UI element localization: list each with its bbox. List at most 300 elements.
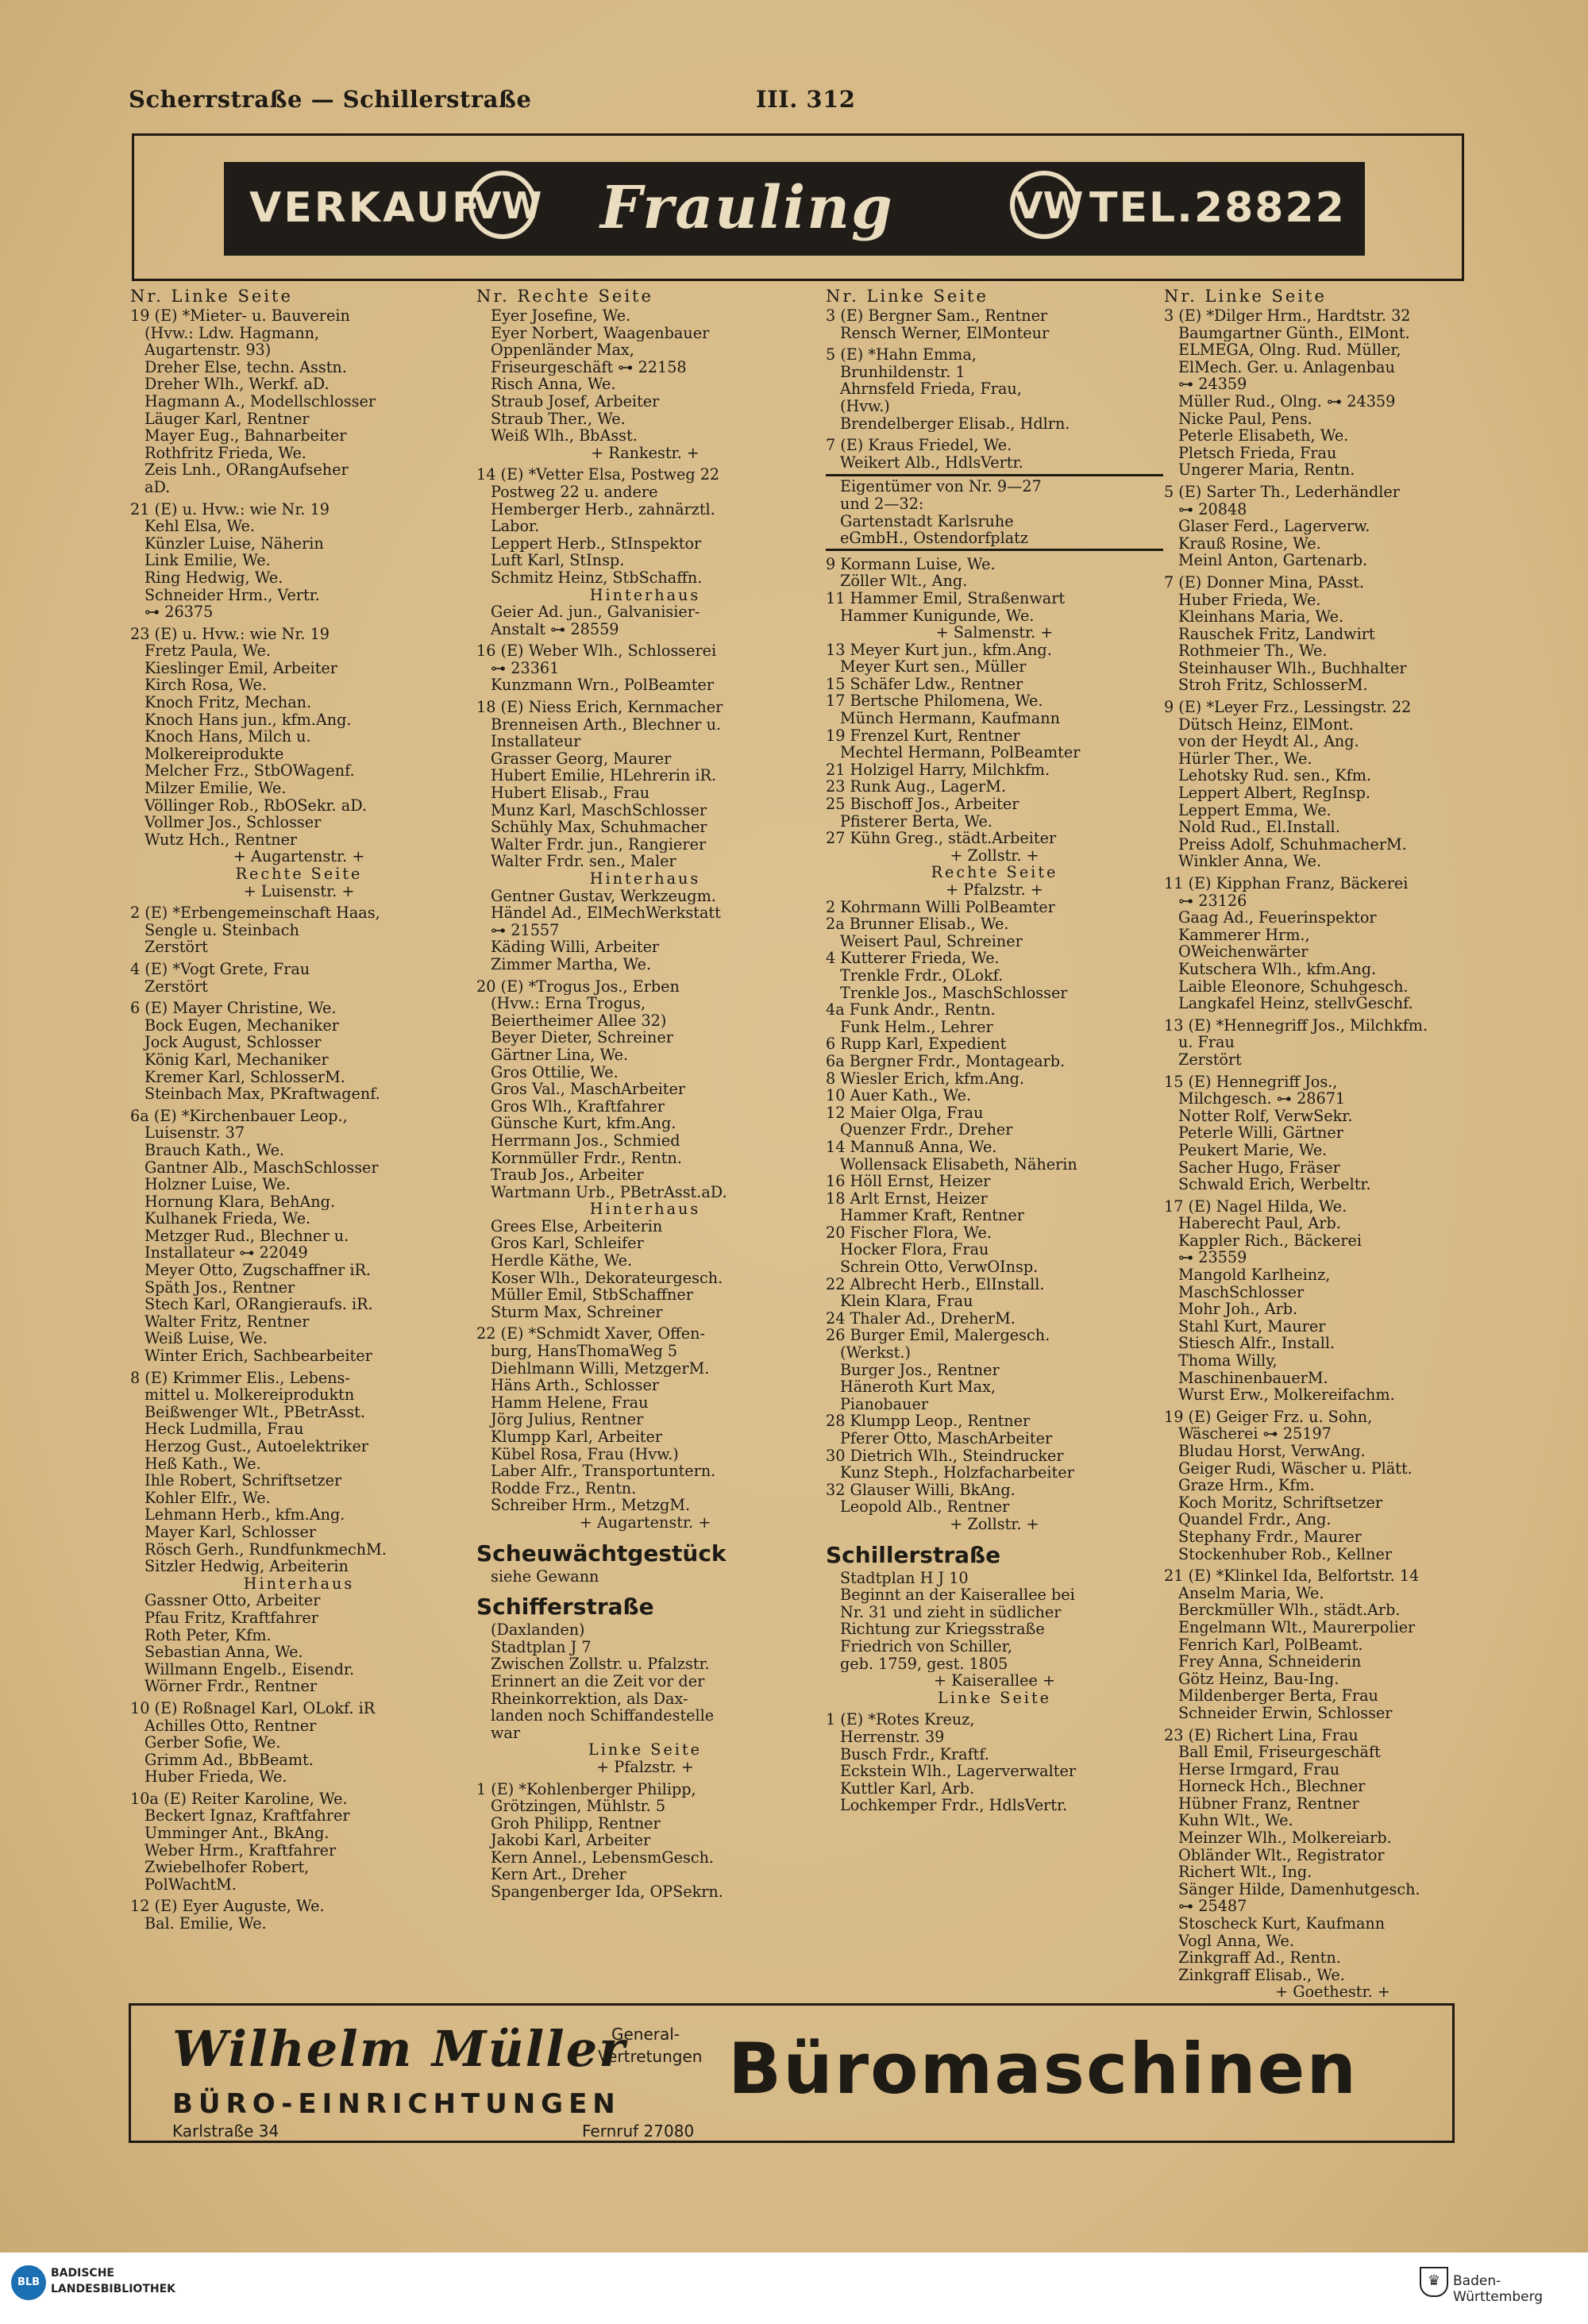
directory-line: Gros Karl, Schleifer — [491, 1235, 644, 1253]
directory-line: Kleinhans Maria, We. — [1178, 608, 1344, 626]
directory-line: Wollensack Elisabeth, Näherin — [840, 1155, 1077, 1174]
directory-line: Groh Philipp, Rentner — [491, 1814, 661, 1833]
directory-line: 19 (E) Geiger Frz. u. Sohn, — [1164, 1408, 1373, 1426]
ad-phone: Fernruf 27080 — [582, 2122, 695, 2141]
directory-line: Rensch Werner, ElMonteur — [840, 324, 1050, 342]
directory-line: 18 (E) Niess Erich, Kernmacher — [476, 699, 723, 716]
directory-line: Quandel Frdr., Ang. — [1178, 1511, 1332, 1528]
directory-line: Grimm Ad., BbBeamt. — [145, 1751, 314, 1769]
column-heading: Nr. Linke Seite — [826, 287, 989, 306]
directory-line: Quenzer Frdr., Dreher — [840, 1121, 1013, 1139]
directory-line: Obländer Wlt., Registrator — [1178, 1846, 1385, 1864]
directory-line: Frey Anna, Schneiderin — [1178, 1653, 1362, 1671]
directory-line: Götz Heinz, Bau-Ing. — [1178, 1670, 1339, 1688]
directory-line: 10 (E) Roßnagel Karl, OLokf. iR — [130, 1699, 376, 1717]
directory-line: Grees Else, Arbeiterin — [491, 1217, 663, 1235]
directory-line: Kuttler Karl, Arb. — [840, 1779, 975, 1798]
directory-line: 2a Brunner Elisab., We. — [826, 915, 1009, 933]
ad-vertretungen-text: Vertretungen — [598, 2047, 703, 2066]
ad-general-text: General- — [611, 2025, 680, 2044]
directory-line: Schillerstraße — [826, 1541, 1001, 1568]
directory-line: Stockenhuber Rob., Kellner — [1178, 1545, 1393, 1563]
directory-line: ELMEGA, Olng. Rud. Müller, — [1178, 341, 1401, 359]
directory-line: 19 (E) *Mieter- u. Bauverein — [130, 307, 350, 325]
directory-line: 27 Kühn Greg., städt.Arbeiter — [826, 830, 1057, 847]
directory-line: Burger Jos., Rentner — [840, 1361, 1000, 1379]
directory-line: Oppenländer Max, — [491, 341, 634, 359]
directory-line: Richtung zur Kriegsstraße — [840, 1621, 1045, 1638]
directory-line: OWeichenwärter — [1178, 943, 1309, 961]
directory-line: burg, HansThomaWeg 5 — [491, 1343, 678, 1360]
directory-line: Fenrich Karl, PolBeamt. — [1178, 1636, 1363, 1654]
directory-line: Weiß Luise, We. — [145, 1330, 268, 1348]
page-number: III. 312 — [756, 86, 856, 113]
directory-line: Luisenstr. 37 — [145, 1124, 245, 1142]
directory-line: Schmitz Heinz, StbSchaffn. — [491, 568, 703, 587]
directory-line: Linke Seite — [588, 1741, 703, 1759]
directory-line: + Salmenstr. + — [935, 624, 1054, 642]
directory-line: Wartmann Urb., PBetrAsst.aD. — [491, 1183, 727, 1201]
blb-logo-icon: BLB — [11, 2265, 46, 2300]
directory-line: + Rankestr. + — [591, 444, 700, 462]
directory-line: + Kaiserallee + — [933, 1672, 1056, 1690]
directory-line: Kübel Rosa, Frau (Hvw.) — [491, 1445, 679, 1463]
directory-line: ⊶ 26375 — [145, 603, 214, 621]
directory-line: Installateur ⊶ 22049 — [145, 1244, 308, 1262]
region-name: Baden-Württemberg — [1453, 2273, 1544, 2305]
directory-line: 28 Klumpp Leop., Rentner — [826, 1413, 1031, 1430]
directory-line: 4 (E) *Vogt Grete, Frau — [130, 960, 310, 978]
directory-line: Busch Frdr., Kraftf. — [840, 1745, 989, 1763]
directory-line: Kuhn Wlt., We. — [1178, 1812, 1293, 1830]
directory-line: Roth Peter, Kfm. — [145, 1626, 272, 1644]
directory-column-4 — [1164, 286, 1501, 1997]
directory-line: Straub Ther., We. — [491, 410, 626, 428]
directory-line: Kern Art., Dreher — [491, 1866, 626, 1884]
directory-line: Hinterhaus — [589, 870, 701, 888]
directory-line: Anstalt ⊶ 28559 — [491, 620, 619, 638]
directory-line: Nicke Paul, Pens. — [1178, 410, 1312, 428]
directory-line: Stroh Fritz, SchlosserM. — [1178, 676, 1368, 695]
directory-line: Sacher Hugo, Fräser — [1178, 1158, 1340, 1177]
directory-line: Hamm Helene, Frau — [491, 1393, 649, 1412]
directory-line: 20 Fischer Flora, We. — [826, 1224, 992, 1242]
bottom-advertisement — [129, 2003, 1455, 2143]
directory-line: Kutschera Wlh., kfm.Ang. — [1178, 960, 1377, 978]
directory-line: 18 Arlt Ernst, Heizer — [826, 1189, 988, 1208]
directory-line: Zwischen Zollstr. u. Pfalzstr. — [491, 1655, 710, 1673]
directory-line: Sebastian Anna, We. — [145, 1644, 303, 1661]
directory-line: Pfau Fritz, Kraftfahrer — [145, 1609, 318, 1627]
directory-line: Sitzler Hedwig, Arbeiterin — [145, 1558, 349, 1575]
directory-line: Schühly Max, Schuhmacher — [491, 819, 707, 836]
directory-line: König Karl, Mechaniker — [145, 1050, 329, 1069]
directory-line: Heß Kath., We. — [145, 1455, 261, 1473]
directory-line: Kornmüller Frdr., Rentn. — [491, 1149, 682, 1167]
directory-line: Nr. 31 und zieht in südlicher — [840, 1603, 1062, 1621]
column-entries — [826, 307, 1163, 1814]
directory-line: 4 Kutterer Frieda, We. — [826, 950, 1000, 967]
directory-line: Krauß Rosine, We. — [1178, 534, 1321, 553]
ad-general-vertretungen — [598, 2023, 703, 2068]
directory-line: Zerstört — [145, 977, 208, 996]
directory-line: Meyer Kurt sen., Müller — [840, 658, 1027, 676]
directory-line: Mayer Eug., Bahnarbeiter — [145, 427, 347, 445]
directory-line: 19 Frenzel Kurt, Rentner — [826, 726, 1020, 745]
directory-line: 13 (E) *Hennegriff Jos., Milchkfm. — [1164, 1016, 1428, 1035]
directory-line: 6 Rupp Karl, Expedient — [826, 1035, 1007, 1053]
directory-line: Schneider Erwin, Schlosser — [1178, 1704, 1393, 1722]
directory-line: Ring Hedwig, We. — [145, 568, 283, 587]
directory-line: Gros Ottilie, We. — [491, 1063, 619, 1081]
directory-line: Peterle Willi, Gärtner — [1178, 1124, 1343, 1142]
directory-line: Gärtner Lina, We. — [491, 1046, 629, 1064]
directory-line: 4a Funk Andr., Rentn. — [826, 1001, 996, 1019]
directory-line: Rechte Seite — [931, 864, 1058, 881]
directory-line: Koch Moritz, Schriftsetzer — [1178, 1493, 1383, 1512]
directory-line: Grasser Georg, Maurer — [491, 750, 672, 768]
directory-line: Walter Frdr. jun., Rangierer — [491, 835, 707, 854]
directory-line: Kehl Elsa, We. — [145, 518, 256, 535]
directory-line: 16 (E) Weber Wlh., Schlosserei — [476, 642, 717, 660]
directory-line: 2 Kohrmann Willi PolBeamter — [826, 898, 1055, 916]
directory-line: 8 Wiesler Erich, kfm.Ang. — [826, 1070, 1025, 1088]
directory-line: Händel Ad., ElMechWerkstatt — [491, 904, 721, 922]
directory-line: u. Frau — [1178, 1034, 1235, 1051]
directory-line: Mohr Joh., Arb. — [1178, 1301, 1298, 1318]
directory-line: Stahl Kurt, Maurer — [1178, 1317, 1326, 1335]
directory-line: Gantner Alb., MaschSchlosser — [145, 1158, 379, 1177]
directory-line: ⊶ 23126 — [1178, 892, 1247, 910]
directory-line: Winkler Anna, We. — [1178, 853, 1322, 870]
directory-line: Jock August, Schlosser — [145, 1034, 322, 1051]
directory-line: Stadtplan J 7 — [491, 1638, 592, 1656]
directory-line: Zinkgraff Elisab., We. — [1178, 1966, 1345, 1984]
vw-logo-icon — [468, 171, 542, 239]
directory-column-3 — [826, 286, 1163, 1997]
directory-line: Hammer Kunigunde, We. — [840, 607, 1035, 625]
directory-line: Brendelberger Elisab., Hdlrn. — [840, 414, 1070, 433]
directory-line: Schreiber Hrm., MetzgM. — [491, 1497, 691, 1514]
vw-logo-right-text: VW — [1015, 184, 1084, 227]
directory-line: Rothfritz Frieda, We. — [145, 444, 306, 462]
directory-line: + Zollstr. + — [950, 846, 1039, 865]
ad-einrichtungen-text: BÜRO-EINRICHTUNGEN — [172, 2088, 621, 2120]
directory-line: 9 Kormann Luise, We. — [826, 555, 996, 573]
directory-line: Linke Seite — [937, 1689, 1052, 1707]
directory-line: 2 (E) *Erbengemeinschaft Haas, — [130, 904, 380, 922]
directory-line: Koser Wlh., Dekorateurgesch. — [491, 1269, 723, 1287]
directory-line: Bock Eugen, Mechaniker — [145, 1016, 339, 1035]
directory-line: Schrein Otto, VerwOInsp. — [840, 1258, 1039, 1276]
directory-line: Beckert Ignaz, Kraftfahrer — [145, 1807, 350, 1825]
directory-line: + Pfalzstr. + — [946, 881, 1043, 899]
directory-line: 23 (E) u. Hvw.: wie Nr. 19 — [130, 625, 330, 643]
directory-line: Kunz Steph., Holzfacharbeiter — [840, 1464, 1074, 1482]
directory-line: Zeis Lnh., ORangAufseher — [145, 461, 349, 479]
directory-line: Milchgesch. ⊶ 28671 — [1178, 1090, 1346, 1108]
directory-line: Mechtel Hermann, PolBeamter — [840, 744, 1081, 761]
directory-line: 21 Holzigel Harry, Milchkfm. — [826, 761, 1050, 779]
directory-line: Klein Klara, Frau — [840, 1293, 973, 1310]
directory-line: Herrenstr. 39 — [840, 1728, 945, 1746]
directory-line: Zerstört — [1178, 1050, 1242, 1069]
directory-line: Kieslinger Emil, Arbeiter — [145, 659, 337, 677]
directory-column-1 — [130, 286, 468, 1997]
directory-line: Schwald Erich, Werbeltr. — [1178, 1176, 1371, 1193]
directory-line: Milzer Emilie, We. — [145, 780, 287, 797]
directory-line: 14 Mannuß Anna, We. — [826, 1138, 997, 1156]
directory-line: Kern Annel., LebensmGesch. — [491, 1848, 715, 1867]
vw-logo-icon — [1010, 171, 1084, 239]
directory-line: 9 (E) *Leyer Frz., Lessingstr. 22 — [1164, 699, 1412, 716]
directory-line: Läuger Karl, Rentner — [145, 410, 310, 428]
directory-line: Sengle u. Steinbach — [145, 921, 299, 939]
directory-line: Leppert Albert, RegInsp. — [1178, 784, 1370, 802]
directory-line: Vogl Anna, We. — [1178, 1932, 1294, 1950]
directory-line: Umminger Ant., BkAng. — [145, 1825, 330, 1842]
coat-of-arms-icon: ♛ — [1420, 2267, 1448, 2297]
directory-line: Beginnt an der Kaiserallee bei — [840, 1586, 1075, 1604]
directory-line: Mangold Karlheinz, — [1178, 1266, 1331, 1284]
directory-line: Haberecht Paul, Arb. — [1178, 1215, 1341, 1232]
directory-line: Hürler Ther., We. — [1178, 750, 1312, 768]
directory-line: ElMech. Ger. u. Anlagenbau — [1178, 358, 1395, 376]
directory-line: Walter Fritz, Rentner — [145, 1312, 310, 1331]
directory-line: + Augartenstr. + — [579, 1513, 711, 1532]
directory-line: 30 Dietrich Wlh., Steindrucker — [826, 1447, 1064, 1465]
column-entries — [130, 307, 468, 1933]
directory-line: Gaag Ad., Feuerinspektor — [1178, 909, 1377, 927]
column-heading: Nr. Linke Seite — [1164, 287, 1327, 306]
directory-line: Stech Karl, ORangieraufs. iR. — [145, 1296, 373, 1313]
directory-line: Sturm Max, Schreiner — [491, 1303, 663, 1321]
directory-line: Dütsch Heinz, ElMont. — [1178, 715, 1354, 734]
library-name-line-1: BADISCHE — [51, 2267, 114, 2280]
directory-line: Spangenberger Ida, OPSekrn. — [491, 1883, 723, 1901]
directory-line: Meinzer Wlh., Molkereiarb. — [1178, 1829, 1392, 1847]
directory-line: Traub Jos., Arbeiter — [491, 1166, 644, 1184]
directory-line: (Hvw.: Ldw. Hagmann, — [145, 324, 320, 342]
directory-line: ⊶ 24359 — [1178, 376, 1247, 393]
directory-line: Herdle Käthe, We. — [491, 1252, 633, 1270]
directory-line: Wäscherei ⊶ 25197 — [1178, 1425, 1332, 1443]
directory-line: (Hvw.) — [840, 397, 890, 415]
directory-line: 24 Thaler Ad., DreherM. — [826, 1309, 1016, 1328]
directory-line: Steinhauser Wlh., Buchhalter — [1178, 659, 1407, 677]
directory-line: Hagmann A., Modellschlosser — [145, 392, 376, 410]
directory-line: Wurst Erw., Molkereifachm. — [1178, 1386, 1395, 1404]
directory-line: 17 Bertsche Philomena, We. — [826, 692, 1043, 711]
directory-line: Hubert Emilie, HLehrerin iR. — [491, 767, 717, 785]
ad-company-name: Wilhelm Müller — [172, 2020, 626, 2078]
directory-line: Laber Alfr., Transportuntern. — [491, 1463, 716, 1480]
directory-line: Kunzmann Wrn., PolBeamter — [491, 676, 715, 695]
directory-line: 3 (E) Bergner Sam., Rentner — [826, 307, 1048, 325]
directory-line: Mildenberger Berta, Frau — [1178, 1687, 1378, 1705]
directory-line: 11 Hammer Emil, Straßenwart — [826, 589, 1066, 607]
directory-line: Berckmüller Wlh., städt.Arb. — [1178, 1601, 1401, 1619]
directory-line: Steinbach Max, PKraftwagenf. — [145, 1085, 380, 1103]
directory-line: Heck Ludmilla, Frau — [145, 1420, 304, 1438]
directory-line: Stiesch Alfr., Install. — [1178, 1335, 1336, 1353]
directory-line: Lehotsky Rud. sen., Kfm. — [1178, 767, 1372, 785]
directory-line: eGmbH., Ostendorfplatz — [826, 530, 1163, 551]
directory-line: Leppert Herb., StInspektor — [491, 534, 702, 553]
directory-line: Ball Emil, Friseurgeschäft — [1178, 1744, 1381, 1761]
directory-line: Klumpp Karl, Arbeiter — [491, 1428, 663, 1446]
directory-line: MaschinenbauerM. — [1178, 1369, 1328, 1387]
directory-line: siehe Gewann — [491, 1567, 599, 1586]
directory-line: + Goethestr. + — [1275, 1983, 1390, 1997]
directory-line: Dreher Else, techn. Asstn. — [145, 358, 347, 376]
directory-line: Pianobauer — [840, 1395, 929, 1413]
directory-line: Hemberger Herb., zahnärztl. — [491, 500, 715, 518]
directory-line: Schifferstraße — [476, 1594, 654, 1621]
directory-line: Gentner Gustav, Werkzeugm. — [491, 887, 716, 905]
directory-line: Brauch Kath., We. — [145, 1141, 285, 1159]
directory-line: Stadtplan H J 10 — [840, 1569, 969, 1587]
directory-line: Rothmeier Th., We. — [1178, 642, 1328, 660]
directory-line: Eyer Josefine, We. — [491, 307, 631, 325]
directory-line: Beyer Dieter, Schreiner — [491, 1029, 673, 1046]
directory-line: 10 Auer Kath., We. — [826, 1087, 972, 1104]
directory-line: Bal. Emilie, We. — [145, 1915, 267, 1933]
directory-line: Sänger Hilde, Damenhutgesch. — [1178, 1880, 1420, 1898]
directory-line: MaschSchlosser — [1178, 1283, 1305, 1301]
directory-line: (Werkst.) — [840, 1344, 911, 1362]
directory-line: 12 (E) Eyer Auguste, We. — [130, 1898, 325, 1916]
directory-line: 15 Schäfer Ldw., Rentner — [826, 675, 1023, 693]
directory-line: Ungerer Maria, Rentn. — [1178, 461, 1355, 479]
directory-line: Weiß Wlh., BbAsst. — [491, 427, 638, 445]
directory-line: Brunhildenstr. 1 — [840, 363, 966, 381]
digitization-footer — [0, 2253, 1588, 2324]
directory-line: Notter Rolf, VerwSekr. — [1178, 1107, 1353, 1125]
directory-line: Zinkgraff Ad., Rentn. — [1178, 1949, 1341, 1967]
directory-line: Zöller Wlt., Ang. — [840, 572, 968, 590]
ad-product-headline: Büromaschinen — [728, 2028, 1358, 2110]
directory-line: Link Emilie, We. — [145, 552, 271, 569]
directory-line: Meyer Otto, Zugschaffner iR. — [145, 1262, 372, 1279]
directory-line: Anselm Maria, We. — [1178, 1584, 1324, 1602]
column-heading: Nr. Rechte Seite — [476, 287, 653, 306]
directory-line: Knoch Hans jun., kfm.Ang. — [145, 711, 352, 729]
column-heading: Nr. Linke Seite — [130, 287, 293, 306]
directory-line: mittel u. Molkereiproduktn — [145, 1386, 355, 1404]
library-name — [51, 2265, 175, 2297]
directory-line: Baumgartner Günth., ElMont. — [1178, 324, 1410, 342]
directory-line: Glaser Ferd., Lagerverw. — [1178, 518, 1370, 535]
directory-line: Geiger Rudi, Wäscher u. Plätt. — [1178, 1459, 1413, 1478]
directory-line: Bludau Horst, VerwAng. — [1178, 1443, 1366, 1460]
directory-line: Müller Rud., Olng. ⊶ 24359 — [1178, 392, 1396, 410]
directory-line: 6a (E) *Kirchenbauer Leop., — [130, 1107, 348, 1125]
directory-line: Augartenstr. 93) — [145, 341, 272, 359]
directory-line: Postweg 22 u. andere — [491, 483, 658, 501]
directory-line: 10a (E) Reiter Karoline, We. — [130, 1790, 348, 1808]
directory-line: 7 (E) Kraus Friedel, We. — [826, 437, 1012, 454]
directory-line: Pferer Otto, MaschArbeiter — [840, 1430, 1053, 1447]
directory-line: Trenkle Frdr., OLokf. — [840, 966, 1004, 985]
directory-line: Lehmann Herb., kfm.Ang. — [145, 1506, 345, 1524]
directory-line: Gerber Sofie, We. — [145, 1734, 281, 1752]
directory-line: 8 (E) Krimmer Elis., Lebens- — [130, 1369, 350, 1387]
directory-line: Trenkle Jos., MaschSchlosser — [840, 984, 1068, 1002]
directory-line: Engelmann Wlt., Maurerpolier — [1178, 1618, 1416, 1636]
directory-line: Stoscheck Kurt, Kaufmann — [1178, 1915, 1386, 1933]
directory-line: Pfisterer Berta, We. — [840, 812, 993, 831]
directory-line: Straub Josef, Arbeiter — [491, 392, 660, 410]
directory-line: Installateur — [491, 733, 581, 750]
directory-line: Gros Wlh., Kraftfahrer — [491, 1097, 665, 1116]
directory-line: Richert Wlt., Ing. — [1178, 1863, 1312, 1881]
directory-line: Wörner Frdr., Rentner — [145, 1678, 318, 1695]
directory-line: Hübner Franz, Rentner — [1178, 1794, 1359, 1813]
directory-line: von der Heydt Al., Ang. — [1178, 733, 1359, 750]
directory-line: Ahrnsfeld Frieda, Frau, — [840, 380, 1022, 398]
directory-line: 32 Glauser Willi, BkAng. — [826, 1481, 1016, 1499]
vw-logo-left-text: VW — [473, 184, 542, 227]
column-entries — [476, 307, 814, 1901]
directory-line: Huber Frieda, We. — [1178, 591, 1321, 609]
directory-line: Geier Ad. jun., Galvanisier- — [491, 603, 700, 621]
directory-line: 15 (E) Hennegriff Jos., — [1164, 1073, 1338, 1091]
directory-line: Rösch Gerh., RundfunkmechM. — [145, 1540, 387, 1559]
directory-line: Munz Karl, MaschSchlosser — [491, 801, 707, 819]
directory-line: 22 (E) *Schmidt Xaver, Offen- — [476, 1325, 705, 1343]
directory-line: Langkafel Heinz, stellvGeschf. — [1178, 995, 1413, 1012]
directory-line: Schneider Hrm., Vertr. — [145, 586, 320, 604]
directory-line: Laible Eleonore, Schuhgesch. — [1178, 977, 1409, 996]
directory-line: Ihle Robert, Schriftsetzer — [145, 1472, 342, 1490]
directory-line: Zimmer Martha, We. — [491, 955, 652, 973]
directory-line: ⊶ 25487 — [1178, 1898, 1247, 1916]
directory-line: Lochkemper Frdr., HdlsVertr. — [840, 1797, 1068, 1814]
directory-line: 5 (E) *Hahn Emma, — [826, 346, 977, 364]
directory-line: Hinterhaus — [243, 1574, 355, 1593]
directory-line: 26 Burger Emil, Malergesch. — [826, 1327, 1050, 1345]
directory-line: Peterle Elisabeth, We. — [1178, 427, 1349, 445]
directory-line: Knoch Fritz, Mechan. — [145, 694, 312, 711]
directory-line: Erinnert an die Zeit vor der — [491, 1672, 705, 1690]
directory-line: Zerstört — [145, 938, 208, 956]
directory-line: 23 (E) Richert Lina, Frau — [1164, 1726, 1359, 1744]
directory-line: Weisert Paul, Schreiner — [840, 932, 1023, 950]
ad-brand-name: Frauling — [600, 174, 894, 242]
directory-line: 14 (E) *Vetter Elsa, Postweg 22 — [476, 466, 720, 484]
directory-line: (Daxlanden) — [491, 1621, 585, 1639]
directory-line: 17 (E) Nagel Hilda, We. — [1164, 1197, 1347, 1216]
directory-line: 23 Runk Aug., LagerM. — [826, 778, 1006, 796]
running-header — [129, 86, 1470, 122]
directory-line: Kulhanek Frieda, We. — [145, 1210, 311, 1228]
directory-line: 22 Albrecht Herb., ElInstall. — [826, 1275, 1045, 1293]
directory-line: Kammerer Hrm., — [1178, 926, 1310, 944]
directory-line: Gros Val., MaschArbeiter — [491, 1081, 686, 1098]
directory-line: Preiss Adolf, SchuhmacherM. — [1178, 835, 1407, 854]
directory-line: Gassner Otto, Arbeiter — [145, 1592, 321, 1609]
directory-line: Holzner Luise, We. — [145, 1176, 291, 1193]
directory-line: Kappler Rich., Bäckerei — [1178, 1231, 1363, 1250]
directory-line: Günsche Kurt, kfm.Ang. — [491, 1115, 676, 1132]
directory-line: Künzler Luise, Näherin — [145, 534, 324, 553]
directory-line: Kremer Karl, SchlosserM. — [145, 1068, 345, 1086]
directory-line: + Zollstr. + — [950, 1515, 1039, 1533]
directory-line: 16 Höll Ernst, Heizer — [826, 1173, 991, 1190]
directory-line: und 2—32: — [840, 495, 924, 513]
directory-line: Herse Irmgard, Frau — [1178, 1760, 1340, 1779]
